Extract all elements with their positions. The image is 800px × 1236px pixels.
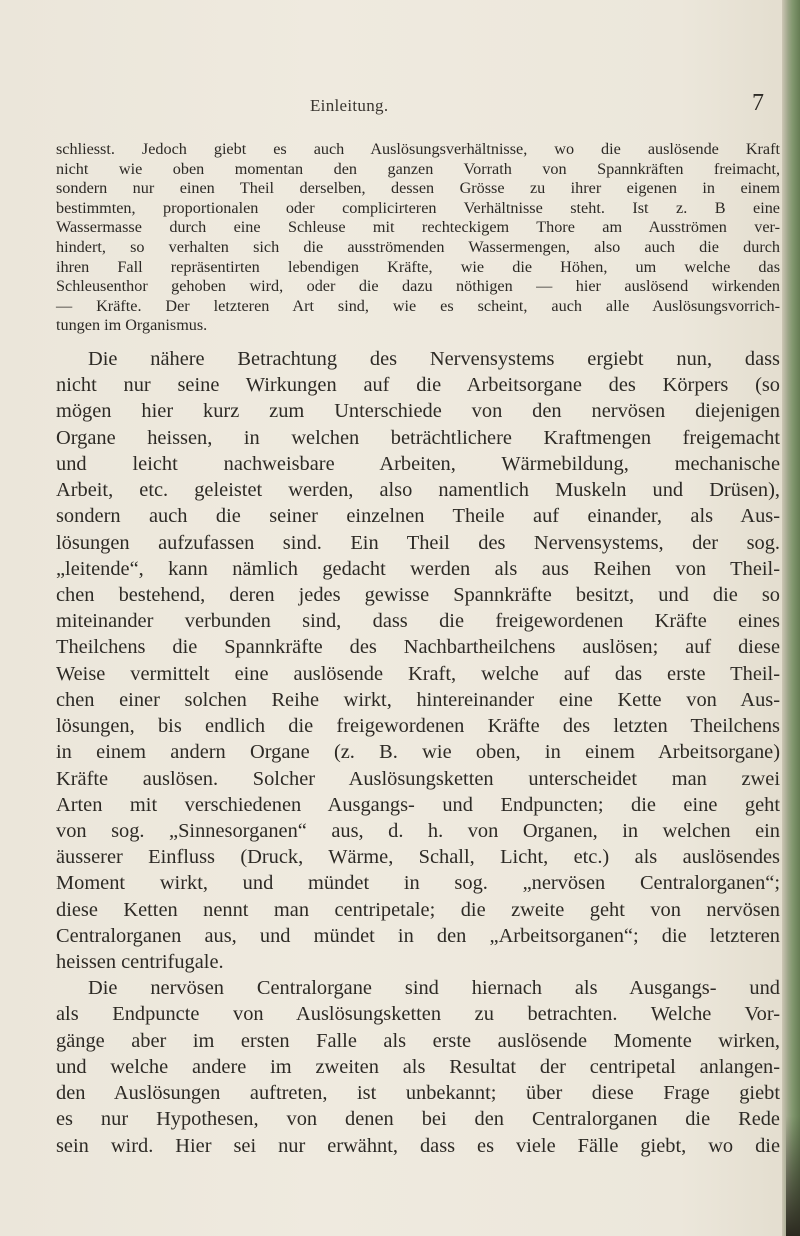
text-line: Die nervösen Centralorgane sind hiernach als Ausgangs- und bbox=[88, 977, 780, 1000]
text-line: den Auslösungen auftreten, ist unbekannt; über diese Frage giebt bbox=[56, 1082, 780, 1105]
text-line: Organe heissen, in welchen beträchtlichere Kraftmengen freigemacht bbox=[56, 426, 780, 449]
text-line: Centralorganen aus, und mündet in den „Arbeitsorganen“; die letzteren bbox=[56, 924, 780, 947]
text-line: und leicht nachweisbare Arbeiten, Wärmebildung, mechanische bbox=[56, 452, 780, 475]
page-spine-shadow bbox=[786, 1116, 800, 1236]
text-line: miteinander verbunden sind, dass die freigewordenen Kräfte eines bbox=[56, 610, 780, 633]
text-line: äusserer Einfluss (Druck, Wärme, Schall, Licht, etc.) als auslösendes bbox=[56, 846, 780, 869]
text-line: schliesst. Jedoch giebt es auch Auslösungsverhältnisse, wo die auslösende Kraft bbox=[56, 140, 780, 158]
running-head: Einleitung. bbox=[310, 96, 389, 115]
text-line: lösungen, bis endlich die freigewordenen Kräfte des letzten Theilchens bbox=[56, 715, 780, 738]
text-line: nicht nur seine Wirkungen auf die Arbeitsorgane des Körpers (so bbox=[56, 374, 780, 397]
small-print-paragraph bbox=[56, 140, 780, 336]
page-spine-edge bbox=[782, 0, 800, 1236]
text-line: Schleusenthor gehoben wird, oder die dazu nöthigen — hier auslösend wirkenden bbox=[56, 277, 780, 296]
text-line: sondern auch die seiner einzelnen Theile auf einander, als Aus- bbox=[56, 505, 780, 528]
text-line: Arbeit, etc. geleistet werden, also namentlich Muskeln und Drüsen), bbox=[56, 479, 780, 502]
page-number: 7 bbox=[752, 90, 764, 116]
text-line: und welche andere im zweiten als Resultat der centripetal anlangen- bbox=[56, 1055, 780, 1078]
text-line: nicht wie oben momentan den ganzen Vorrath von Spannkräften freimacht, bbox=[56, 159, 780, 178]
text-line: bestimmten, proportionalen oder complicirteren Verhältnisse steht. Ist z. B eine bbox=[56, 198, 780, 217]
text-line: tungen im Organismus. bbox=[56, 316, 208, 335]
text-line: von sog. „Sinnesorganen“ aus, d. h. von Organen, in welchen ein bbox=[56, 819, 780, 842]
text-line: sondern nur einen Theil derselben, dessen Grösse zu ihrer eigenen in einem bbox=[56, 179, 780, 198]
text-line: chen einer solchen Reihe wirkt, hintereinander eine Kette von Aus- bbox=[56, 688, 780, 711]
page-header bbox=[0, 90, 800, 120]
text-line: hindert, so verhalten sich die ausströmenden Wassermengen, also auch die durch bbox=[56, 237, 780, 256]
text-line: Wassermasse durch eine Schleuse mit rechteckigem Thore am Ausströmen ver- bbox=[56, 218, 780, 237]
text-line: mögen hier kurz zum Unterschiede von den nervösen diejenigen bbox=[56, 400, 780, 423]
text-line: Die nähere Betrachtung des Nervensystems ergiebt nun, dass bbox=[88, 348, 780, 370]
text-line: Theilchens die Spannkräfte des Nachbartheilchens auslösen; auf diese bbox=[56, 636, 780, 659]
text-line: Weise vermittelt eine auslösende Kraft, welche auf das erste Theil- bbox=[56, 662, 780, 685]
text-line: Arten mit verschiedenen Ausgangs- und Endpuncten; die eine geht bbox=[56, 793, 780, 816]
text-line: sein wird. Hier sei nur erwähnt, dass es viele Fälle giebt, wo die bbox=[56, 1134, 780, 1157]
text-line: chen bestehend, deren jedes gewisse Spannkräfte besitzt, und die so bbox=[56, 583, 780, 606]
text-line: diese Ketten nennt man centripetale; die zweite geht von nervösen bbox=[56, 898, 780, 921]
text-line: es nur Hypothesen, von denen bei den Centralorganen die Rede bbox=[56, 1108, 780, 1131]
text-line: ihren Fall repräsentirten lebendigen Kräfte, wie die Höhen, um welche das bbox=[56, 257, 780, 276]
text-line: gänge aber im ersten Falle als erste auslösende Momente wirken, bbox=[56, 1029, 780, 1052]
text-line: „leitende“, kann nämlich gedacht werden als aus Reihen von Theil- bbox=[56, 557, 780, 580]
text-line: Moment wirkt, und mündet in sog. „nervösen Centralorganen“; bbox=[56, 872, 780, 895]
text-line: als Endpuncte von Auslösungsketten zu betrachten. Welche Vor- bbox=[56, 1003, 780, 1026]
text-line: lösungen aufzufassen sind. Ein Theil des Nervensystems, der sog. bbox=[56, 531, 780, 554]
text-line: Kräfte auslösen. Solcher Auslösungsketten unterscheidet man zwei bbox=[56, 767, 780, 790]
main-text bbox=[56, 346, 780, 1159]
text-line: heissen centrifugale. bbox=[56, 951, 224, 974]
text-line: — Kräfte. Der letzteren Art sind, wie es scheint, auch alle Auslösungsvorrich- bbox=[56, 296, 780, 315]
text-line: in einem andern Organe (z. B. wie oben, in einem Arbeitsorgane) bbox=[56, 741, 780, 764]
